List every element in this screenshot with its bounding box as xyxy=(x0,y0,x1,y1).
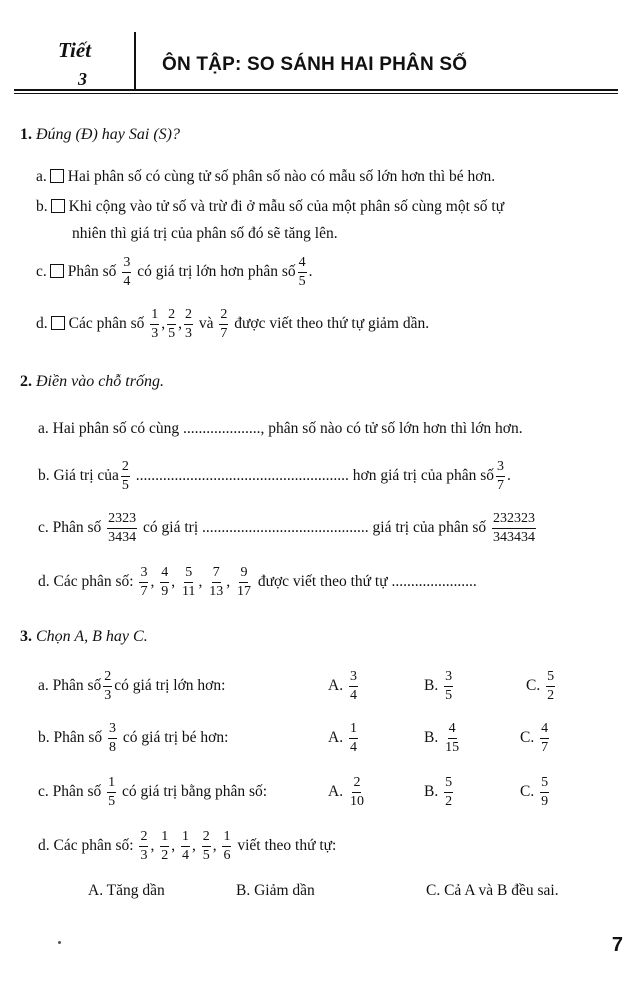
q2-item-a: a. Hai phân số có cùng ...................., phân số nào có tử số lớn hơn thì lớn hơn. xyxy=(38,420,523,437)
q3-item-c: c. Phân số $\frac{1}{5}$ có giá trị bằng phân số: xyxy=(38,775,268,809)
fraction: $\frac{3}{4}$ xyxy=(349,669,357,703)
fraction: $\frac{4}{5}$ xyxy=(298,255,306,289)
lesson-label: Tiết xyxy=(58,38,92,62)
lesson-header xyxy=(14,30,618,92)
page-speck xyxy=(58,941,61,944)
fraction: $\frac{1}{5}$ xyxy=(108,775,116,809)
fraction: $\frac{3}{4}$ xyxy=(123,255,131,289)
blank[interactable]: ....................................................... xyxy=(135,467,349,485)
fraction: $\frac{2323}{3434}$ xyxy=(108,511,137,545)
blank[interactable]: ...................... xyxy=(391,573,477,591)
fraction: $\frac{1}{4}$ xyxy=(181,829,189,863)
fraction: $\frac{5}{11}$ xyxy=(181,565,196,599)
q3-item-a: a. Phân số $\frac{2}{3}$ có giá trị lớn hơn: xyxy=(38,669,226,703)
fraction: $\frac{2}{10}$ xyxy=(349,775,364,809)
fraction: $\frac{2}{5}$ xyxy=(202,829,210,863)
fraction: $\frac{2}{7}$ xyxy=(220,307,228,341)
q3b-option-c[interactable]: C. $\frac{4}{7}$ xyxy=(520,721,549,755)
lesson-number: 3 xyxy=(78,69,87,89)
q3c-option-c[interactable]: C. $\frac{5}{9}$ xyxy=(520,775,549,809)
q1-title: 1. Đúng (Đ) hay Sai (S)? xyxy=(20,126,180,143)
header-divider xyxy=(134,32,136,90)
q3c-option-a[interactable]: A. $\frac{2}{10}$ xyxy=(328,775,364,809)
q3d-option-c[interactable]: C. Cả A và B đều sai. xyxy=(426,882,559,899)
q1-item-a: a. Hai phân số có cùng tử số phân số nào có mẫu số lớn hơn thì bé hơn. xyxy=(36,168,496,185)
q2-item-c: c. Phân số $\frac{2323}{3434}$ có giá trị ........................................... giá trị của phân số $\frac{232323}{343434}$ xyxy=(38,511,536,545)
q2-title: 2. Điền vào chỗ trống. xyxy=(20,373,164,390)
fraction: $\frac{232323}{343434}$ xyxy=(493,511,536,545)
fraction: $\frac{1}{2}$ xyxy=(161,829,169,863)
q3a-option-c[interactable]: C. $\frac{5}{2}$ xyxy=(526,669,555,703)
fraction: $\frac{5}{9}$ xyxy=(541,775,549,809)
fraction: $\frac{1}{3}$ xyxy=(151,307,159,341)
fraction: $\frac{3}{7}$ xyxy=(140,565,148,599)
q3b-option-a[interactable]: A. $\frac{1}{4}$ xyxy=(328,721,357,755)
q3b-option-b[interactable]: B. $\frac{4}{15}$ xyxy=(424,721,460,755)
header-rule-thin xyxy=(14,93,618,94)
q3c-option-b[interactable]: B. $\frac{5}{2}$ xyxy=(424,775,453,809)
fraction: $\frac{2}{5}$ xyxy=(121,459,129,493)
fraction: $\frac{5}{2}$ xyxy=(445,775,453,809)
fraction: $\frac{1}{4}$ xyxy=(349,721,357,755)
fraction: $\frac{2}{3}$ xyxy=(104,669,112,703)
header-rule xyxy=(14,89,618,91)
q3d-option-a[interactable]: A. Tăng dần xyxy=(88,882,165,899)
q3-title: 3. Chọn A, B hay C. xyxy=(20,628,148,645)
page-number: 7 xyxy=(611,934,623,956)
answer-checkbox[interactable] xyxy=(51,316,65,330)
fraction: $\frac{4}{7}$ xyxy=(541,721,549,755)
fraction: $\frac{4}{15}$ xyxy=(445,721,460,755)
answer-checkbox[interactable] xyxy=(51,199,65,213)
q1-item-c: c. Phân số $\frac{3}{4}$ có giá trị lớn hơn phân số $\frac{4}{5}$ . xyxy=(36,255,313,289)
q3d-option-b[interactable]: B. Giảm dần xyxy=(236,882,315,899)
fraction: $\frac{3}{7}$ xyxy=(497,459,504,493)
q3-item-d: d. Các phân số: $\frac{2}{3}$ , $\frac{1}{2}$ , $\frac{1}{4}$ , $\frac{2}{5}$ , $\frac{1}{6}$ viết theo thứ tự: xyxy=(38,829,337,863)
page-title: ÔN TẬP: SO SÁNH HAI PHÂN SỐ xyxy=(162,54,468,75)
q2-item-d: d. Các phân số: $\frac{3}{7}$ , $\frac{4}{9}$ , $\frac{5}{11}$ , $\frac{7}{13}$ , $\frac{9}{17}$ được viết theo thứ tự ...................... xyxy=(38,565,477,599)
q3-item-b: b. Phân số $\frac{3}{8}$ có giá trị bé hơn: xyxy=(38,721,229,755)
q1-item-b-cont: nhiên thì giá trị của phân số đó sẽ tăng lên. xyxy=(72,225,338,242)
q1-item-b: b. Khi cộng vào tử số và trừ đi ở mẫu số của một phân số cùng một số tự xyxy=(36,198,505,215)
q1-item-d: d. Các phân số $\frac{1}{3}$ , $\frac{2}{5}$ , $\frac{2}{3}$ và $\frac{2}{7}$ được viết theo thứ tự giảm dần. xyxy=(36,307,430,341)
fraction: $\frac{7}{13}$ xyxy=(209,565,224,599)
fraction: $\frac{1}{6}$ xyxy=(223,829,231,863)
fraction: $\frac{9}{17}$ xyxy=(236,565,251,599)
fraction: $\frac{3}{5}$ xyxy=(445,669,453,703)
q3a-option-a[interactable]: A. $\frac{3}{4}$ xyxy=(328,669,357,703)
fraction: $\frac{2}{3}$ xyxy=(140,829,148,863)
fraction: $\frac{2}{3}$ xyxy=(185,307,193,341)
answer-checkbox[interactable] xyxy=(50,169,64,183)
blank[interactable]: ........................................... xyxy=(202,519,369,537)
fraction: $\frac{5}{2}$ xyxy=(547,669,555,703)
q3a-option-b[interactable]: B. $\frac{3}{5}$ xyxy=(424,669,453,703)
answer-checkbox[interactable] xyxy=(50,264,64,278)
q2-item-b: b. Giá trị của $\frac{2}{5}$ ....................................................... hơn giá trị của phân số $\frac{3}{7}$ . xyxy=(38,459,511,493)
fraction: $\frac{2}{5}$ xyxy=(168,307,176,341)
fraction: $\frac{4}{9}$ xyxy=(161,565,169,599)
fraction: $\frac{3}{8}$ xyxy=(109,721,117,755)
